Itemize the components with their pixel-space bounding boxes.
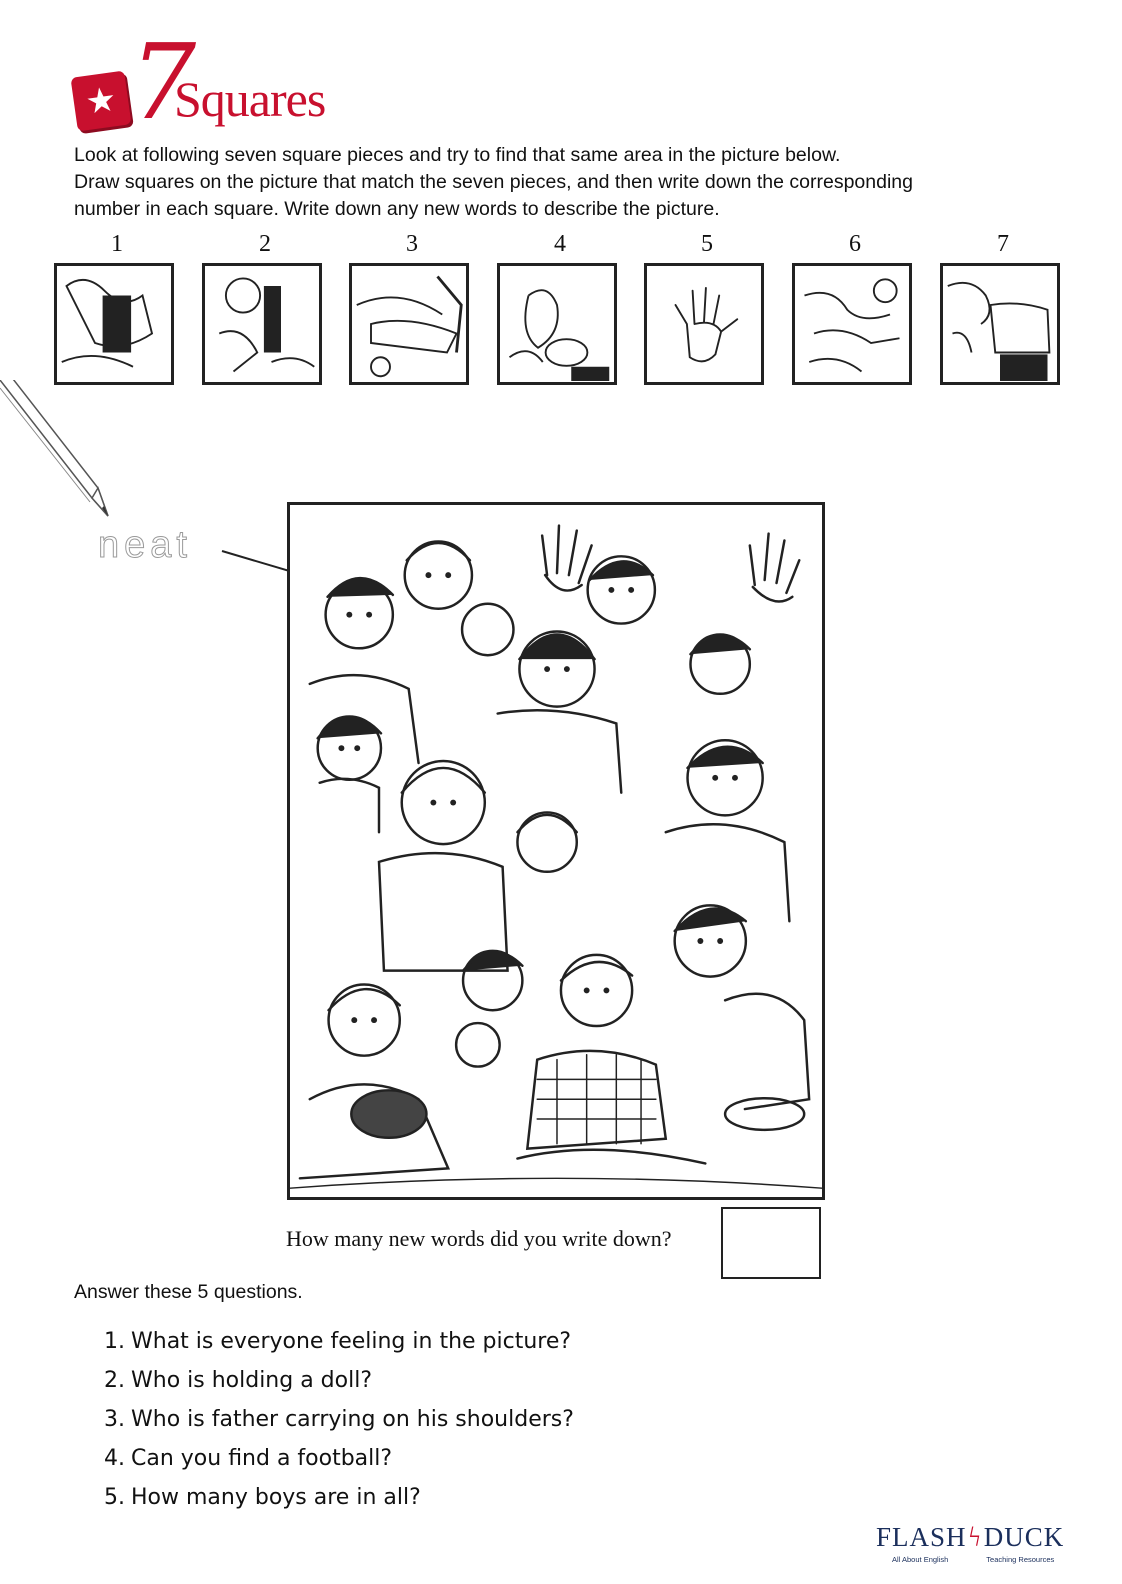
piece-number: 6 bbox=[849, 231, 861, 257]
piece-image bbox=[792, 263, 912, 385]
instruction-line: number in each square. Write down any new words to describe the picture. bbox=[74, 198, 720, 220]
piece-number: 4 bbox=[554, 231, 566, 257]
square-pieces bbox=[54, 230, 1066, 395]
question-text: Who is holding a doll? bbox=[131, 1368, 373, 1393]
square-piece-6 bbox=[792, 230, 918, 390]
square-piece-2 bbox=[202, 230, 328, 390]
example-word: neat bbox=[98, 524, 192, 566]
question-number: 4. bbox=[104, 1446, 125, 1471]
page-title: Squares bbox=[174, 71, 326, 127]
piece-image bbox=[349, 263, 469, 385]
piece-image bbox=[644, 263, 764, 385]
piece-number: 3 bbox=[406, 231, 418, 257]
question-number: 3. bbox=[104, 1407, 125, 1432]
piece-number: 1 bbox=[111, 231, 123, 257]
questions-list bbox=[104, 1322, 574, 1517]
word-count-question: How many new words did you write down? bbox=[286, 1226, 672, 1251]
questions-heading: Answer these 5 questions. bbox=[74, 1281, 303, 1303]
lightning-icon: ϟ bbox=[968, 1522, 982, 1552]
question-item bbox=[104, 1478, 574, 1517]
question-number: 2. bbox=[104, 1368, 125, 1393]
instruction-line: Draw squares on the picture that match the seven pieces, and then write down the corresponding bbox=[74, 171, 913, 193]
star-icon: ★ bbox=[71, 71, 132, 132]
question-text: What is everyone feeling in the picture? bbox=[131, 1329, 572, 1354]
word-count-answer-box[interactable] bbox=[721, 1207, 821, 1279]
piece-image bbox=[202, 263, 322, 385]
brand-tagline-right: Teaching Resources bbox=[986, 1555, 1055, 1564]
pencil-icon bbox=[0, 380, 120, 530]
group-of-people-illustration bbox=[287, 502, 825, 1200]
piece-image bbox=[940, 263, 1060, 385]
brand-name-left: FLASH bbox=[876, 1522, 967, 1552]
worksheet-logo bbox=[74, 21, 354, 143]
question-item bbox=[104, 1400, 574, 1439]
piece-number: 5 bbox=[701, 231, 713, 257]
square-piece-4 bbox=[497, 230, 623, 390]
logo-number: 7 bbox=[130, 21, 197, 143]
question-text: How many boys are in all? bbox=[131, 1485, 421, 1510]
instruction-line: Look at following seven square pieces and try to find that same area in the picture below. bbox=[74, 144, 841, 166]
piece-image bbox=[497, 263, 617, 385]
instructions bbox=[74, 142, 1064, 223]
square-piece-1 bbox=[54, 230, 180, 390]
square-piece-3 bbox=[349, 230, 475, 390]
question-text: Who is father carrying on his shoulders? bbox=[131, 1407, 574, 1432]
question-item bbox=[104, 1361, 574, 1400]
question-item bbox=[104, 1322, 574, 1361]
piece-number: 7 bbox=[997, 231, 1009, 257]
question-text: Can you find a football? bbox=[131, 1446, 393, 1471]
brand-tagline-left: All About English bbox=[892, 1555, 949, 1564]
piece-number: 2 bbox=[259, 231, 271, 257]
square-piece-5 bbox=[644, 230, 770, 390]
brand-logo bbox=[876, 1522, 1076, 1566]
brand-name-right: DUCK bbox=[983, 1522, 1065, 1552]
square-piece-7 bbox=[940, 230, 1066, 390]
question-number: 1. bbox=[104, 1329, 125, 1354]
question-item bbox=[104, 1439, 574, 1478]
question-number: 5. bbox=[104, 1485, 125, 1510]
piece-image bbox=[54, 263, 174, 385]
